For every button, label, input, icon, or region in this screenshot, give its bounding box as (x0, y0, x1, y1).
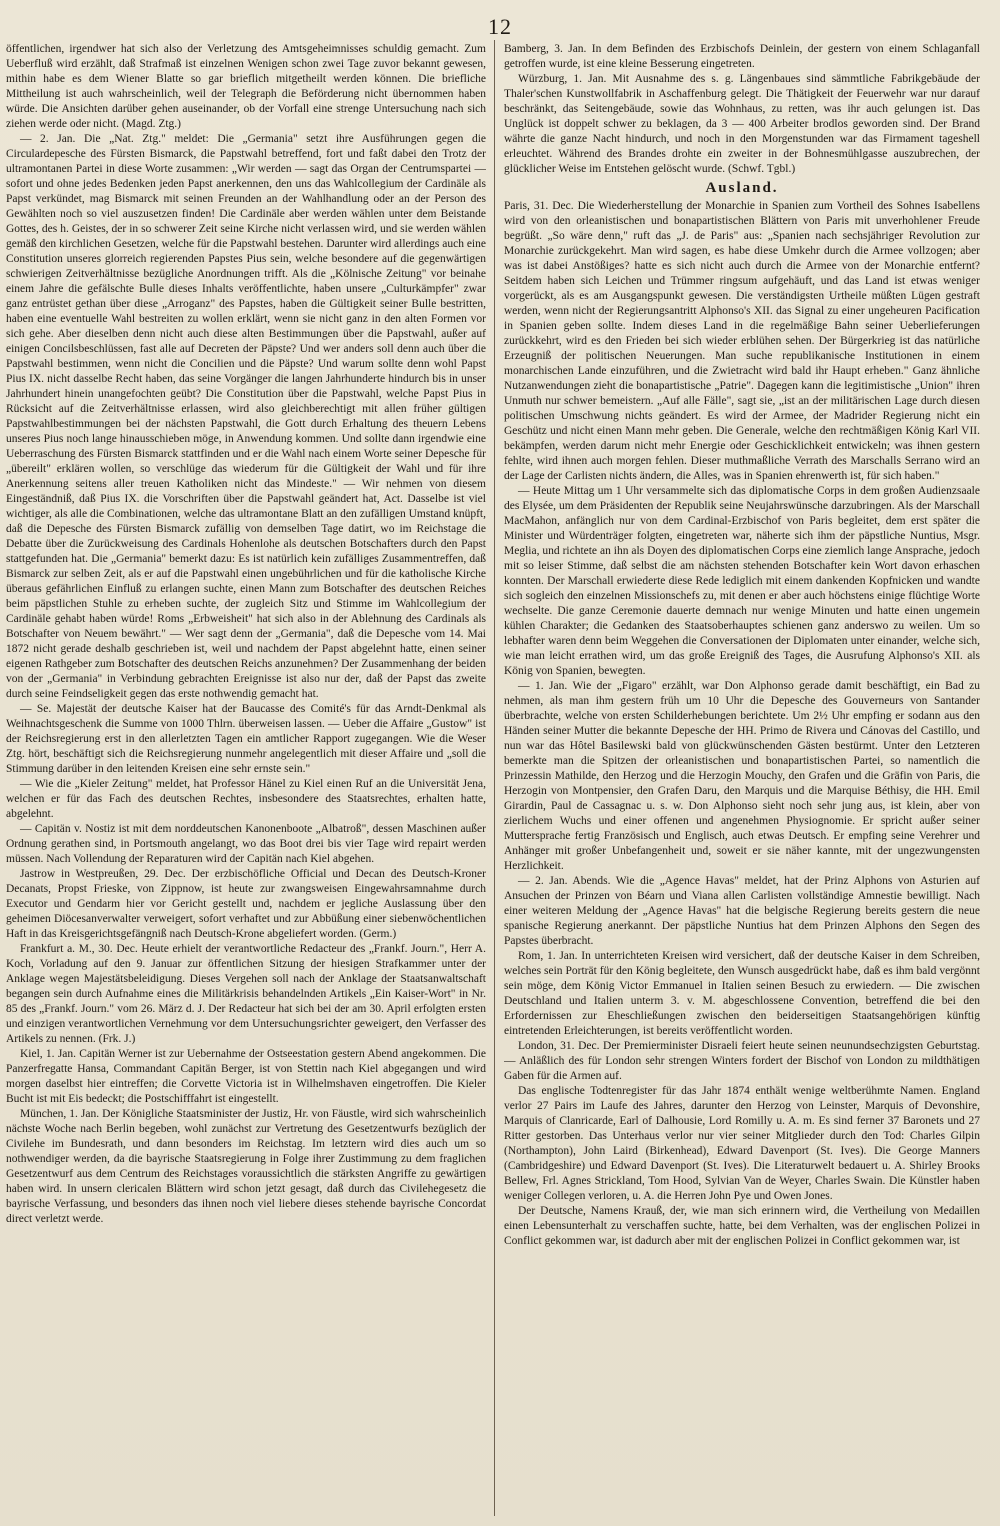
column-divider (494, 40, 495, 1516)
article-paragraph: Würzburg, 1. Jan. Mit Ausnahme des s. g. Längenbaues sind sämmtliche Fabrikgebäude der Thaler'schen Kunstwollfabrik in Aschaffenburg gelegt. Die Thätigkeit der Feuerwehr war nur darauf beschränkt, das Seitengebäude, sowie das Wohnhaus, zu retten, was ihr auch gelungen ist. Das Unglück ist doppelt schwer zu beklagen, da 3 — 400 Arbeiter brodlos geworden sind. Der Brand währte die ganze Nacht hindurch, und noch in den Morgenstunden war das Firmament tageshell erleuchtet. Während des Brandes drohte ein zweiter in der Bohnesmühlgasse auszubrechen, der glücklicher Weise im Entstehen gelöscht wurde. (Schwf. Tgbl.) (504, 73, 980, 175)
article-paragraph: — 2. Jan. Abends. Wie die „Agence Havas" meldet, hat der Prinz Alphons von Asturien auf Ansuchen der Prinzen von Béarn und Viana allen Carlisten vollständige Amnestie bewilligt. Nach einer weiteren Meldung der „Agence Havas" hat die belgische Regierung bereits gestern die neue spanische Regierung anerkannt. Der päpstliche Nuntius hat dem Prinzen Alphons den Segen des Papstes überbracht. (504, 875, 980, 947)
article-paragraph: Rom, 1. Jan. In unterrichteten Kreisen wird versichert, daß der deutsche Kaiser in dem Schreiben, welches sein Porträt für den König begleitete, den Wunsch ausgedrückt habe, daß es ihm bald vergönnt sein möge, dem König Victor Emmanuel in Italien seinen Besuch zu erwiedern. — Die zwischen Deutschland und Italien unterm 3. v. M. abgeschlossene Convention, betreffend die bei den Erfordernissen zur Eheschließungen zwischen den beiderseitigen Staatsangehörigen künftig eintretenden Erleichterungen, ist bereits veröffentlicht worden. (504, 950, 980, 1037)
left-column (6, 42, 486, 1512)
article-paragraph: — Wie die „Kieler Zeitung" meldet, hat Professor Hänel zu Kiel einen Ruf an die Universität Jena, welchen er für das Fach des deutschen Rechtes, insbesondere des Staatsrechtes, erhalten hatte, abgelehnt. (6, 778, 486, 820)
page-number: 12 (488, 14, 512, 39)
article-paragraph: — Se. Majestät der deutsche Kaiser hat der Baucasse des Comité's für das Arndt-Denkmal als Weihnachtsgeschenk die Summe von 1000 Thlrn. überweisen lassen. — Ueber die Affaire „Gustow" ist der Reichsregierung erst in den allerletzten Tagen ein amtlicher Rapport zugegangen. Wie die Weser Ztg. hört, beschäftigt sich die Reichsregierung nunmehr angelegentlich mit dieser Affaire und „soll die Stimmung darüber in den leitenden Kreisen eine sehr ernste sein." (6, 703, 486, 775)
article-paragraph: — 1. Jan. Wie der „Figaro" erzählt, war Don Alphonso gerade damit beschäftigt, ein Bad zu nehmen, als man ihm gestern früh um 10 Uhr die Depesche des Gouverneurs von Santander überbrachte, welche von ersten Schilderhebungen berichtete. Um 2½ Uhr empfing er sodann aus den Händen seiner Mutter die bekannte Depesche der HH. Primo de Rivera und Cánovas del Castillo, und nun war das Hôtel Basilewski bald von glückwünschenden Gästen bestürmt. Unter den Letzteren bemerkte man die Spitzen der orleanistischen und bonapartistischen Partei, so namentlich die Prinzessin Mathilde, den Herzog und die Herzogin Mouchy, den Grafen und die Gräfin von Paris, die Herzogin von Montpensier, den Grafen Daru, den Marquis und die Marquise Béthisy, die HH. Emil Girardin, Paul de Cassagnac u. s. w. Don Alphonso sieht noch sehr jung aus, ist klein, aber von zierlichem Wuchs und einer offenen und angenehmen Physiognomie. Er spricht außer seiner Muttersprache fertig Französisch und Englisch, auch etwas Deutsch. Er empfing seine Verehrer und Anhänger mit großer Unbefangenheit und, soweit er sie näher kannte, mit der ungezwungensten Herzlichkeit. (504, 680, 980, 872)
article-paragraph: Frankfurt a. M., 30. Dec. Heute erhielt der verantwortliche Redacteur des „Frankf. Journ.", Herr A. Koch, Vorladung auf den 9. Januar zur öffentlichen Sitzung der hiesigen Strafkammer unter der Anklage wegen Majestätsbeleidigung. Dieses Vergehen soll nach der Anklage der Staatsanwaltschaft begangen sein durch Aufnahme eines die Militärkrisis behandelnden Artikels „Ein Kaiser-Wort" in Nr. 85 des „Frankf. Journ." vom 26. März d. J. Der Redacteur hat sich bei der am 30. April erfolgten ersten und einzigen verantwortlichen Vernehmung vor dem Untersuchungsrichter geweigert, den Verfasser des Artikels zu nennen. (Frk. J.) (6, 943, 486, 1045)
inland-articles (504, 42, 980, 177)
article-paragraph: — Heute Mittag um 1 Uhr versammelte sich das diplomatische Corps in dem großen Audienzsaale des Elysée, um dem Präsidenten der Republik seine Neujahrswünsche darzubringen. Als der Marschall MacMahon, anfänglich nur von dem Cardinal-Erzbischof von Paris begleitet, dem erst später die Minister und Würdenträger folgten, eingetreten war, näherte sich ihm der päpstliche Nuntius, Msgr. Meglia, und richtete an ihn als Doyen des diplomatischen Corps eine ziemlich lange Ansprache, jedoch mit so leiser Stimme, daß selbst die am nächsten stehenden Botschafter kein Wort davon erhaschen konnten. Der Marschall erwiederte diese Rede lediglich mit einem dankenden Kopfnicken und wandte sich sogleich den einzelnen Missionschefs zu, mit denen er aber auch höchstens einige flüchtige Worte wechselte. Die ganze Ceremonie dauerte demnach nur wenige Minuten und hatte einen ungemein kühlen Charakter; die Gedanken des Staatsoberhauptes schienen ganz anderswo zu weilen. Um so lebhafter waren denn beim Weggehen die Conversationen der Diplomaten unter einander, welche sich, wie man leicht errathen wird, um das große Ereigniß des Tages, die Ausrufung Alphonso's XII. als König von Spanien, bewegten. (504, 485, 980, 677)
article-paragraph: Der Deutsche, Namens Krauß, der, wie man sich erinnern wird, die Vertheilung von Medaillen einen Lebensunterhalt zu verschaffen suchte, hatte, bei dem Verhalten, was der englischen Polizei in Conflict gekommen war, ist dadurch aber mit der englischen Polizei in Conflict gekommen war, ist (504, 1205, 980, 1247)
article-paragraph: — Capitän v. Nostiz ist mit dem norddeutschen Kanonenboote „Albatroß", dessen Maschinen außer Ordnung gerathen sind, in Portsmouth angelangt, wo das Boot drei bis vier Tage wird repairt werden müssen. Nach Vollendung der Reparaturen wird der Capitän nach Kiel abgehen. (6, 823, 486, 865)
article-paragraph: Bamberg, 3. Jan. In dem Befinden des Erzbischofs Deinlein, der gestern von einem Schlaganfall getroffen wurde, ist eine kleine Besserung eingetreten. (504, 43, 980, 70)
article-paragraph: öffentlichen, irgendwer hat sich also der Verletzung des Amtsgeheimnisses schuldig gemacht. Zum Ueberfluß wird erzählt, daß Strafmaß ist einzelnen Wenigen schon zwei Tage zuvor bekannt gewesen, mithin habe es dem Wiener Blatte so gar brieflich mitgetheilt werden können. Die briefliche Mittheilung ist auch wahrscheinlich, weil der Telegraph die Beförderung nicht übernommen haben würde. Die Ansichten darüber gehen auseinander, ob der Vorfall eine strenge Untersuchung nach sich ziehen werde oder nicht. (Magd. Ztg.) (6, 43, 486, 130)
article-paragraph: Jastrow in Westpreußen, 29. Dec. Der erzbischöfliche Official und Decan des Deutsch-Kroner Decanats, Propst Frieske, von Zippnow, ist heute zur zwangsweisen Eingewahrsamnahme durch Executor und Gendarm hier vor Gericht gestellt und, nachdem er jegliche Auslassung über den geheimen Diöcesanverwalter verweigert, sofort verhaftet und zur Abbüßung einer siebenwöchentlichen Haft in das Kreisgerichtsgefängniß nach Deutsch-Krone abgeliefert worden. (Germ.) (6, 868, 486, 940)
article-paragraph: Das englische Todtenregister für das Jahr 1874 enthält wenige weltberühmte Namen. England verlor 27 Pairs im Laufe des Jahres, darunter den Herzog von Leinster, Marquis of Devonshire, Marquis of Clanricarde, Earl of Dalhousie, Lord Romilly u. A. m. Es sind ferner 37 Baronets und 27 Ritter gestorben. Das Unterhaus verlor nur vier seiner Mitglieder durch den Tod: Charles Gilpin (Northampton), John Laird (Birkenhead), Edward Davenport (St. Ives). Die George Manners (Cambridgeshire) und Edward Davenport (St. Ives). Die Literaturwelt bedauert u. A. Shirley Brooks Bellew, Frl. Agnes Strickland, Tom Hood, Sylvian Van de Weyer, Charles Swain. Die Künstler haben weniger Collegen verloren, u. A. die Herren John Pye und Owen Jones. (504, 1085, 980, 1202)
article-paragraph: London, 31. Dec. Der Premierminister Disraeli feiert heute seinen neunundsechzigsten Geburtstag. — Anläßlich des für London sehr strengen Winters fordert der Bischof von London zu mildthätigen Gaben für die Armen auf. (504, 1040, 980, 1082)
article-paragraph: — 2. Jan. Die „Nat. Ztg." meldet: Die „Germania" setzt ihre Ausführungen gegen die Circulardepesche des Fürsten Bismarck, die Papstwahl betreffend, fort und faßt dabei den Trotz der ultramontanen Partei in diese Worte zusammen: „Wir werden — sagt das Organ der Centrumspartei — sofort und ohne jedes Bedenken jeden Papst anerkennen, den uns das Wahlcollegium der Cardinäle als Papst verkündet, mag Bismarck mit seinen Freunden an der Wahlhandlung oder an der Person des Gewählten noch so viel auszusetzen finden! Die Cardinäle aber werden wählen unter dem Beistande Gottes, des h. Geistes, der in so schwerer Zeit seine Kirche nicht verlassen wird, und sie werden wählen gemäß den kirchlichen Gesetzen, welche für die Papstwahl bestehen. Darunter wird allerdings auch eine Constitution unseres glorreich regierenden Papstes Pius sein, welche besondere auf die gegenwärtigen schwierigen Zeitverhältnisse bezügliche Anordnungen trifft. Als die „Kölnische Zeitung" vor beinahe einem Jahre die gefälschte Bulle dieses Inhalts veröffentlichte, haben unsere „Culturkämpfer" zwar ganz entrüstet gethan über diese „Arroganz" des Papstes, haben die Gültigkeit seiner Bulle bestritten, haben eine eventuelle Wahl bestreiten zu wollen erklärt, wenn sie nicht ganz in den alten Formen vor sich gehe. Aber dieselben denn nicht auch diese alten Bestimmungen über die Papstwahl, außer auf einigen Concilsbeschlüssen, fast alle auf Decreten der Päpste? Und wer anders soll denn auch über die Papstwahl bestimmen, wenn nicht die Concilien und die Päpste? Und warum sollte denn wohl Papst Pius IX. nicht dasselbe Recht haben, das seine Vorgänger die langen Jahrhunderte hindurch bis in unser Jahrhundert hinein unangefochten geübt? Die Constitution über die Papstwahl, welche Papst Pius in Rücksicht auf die Zeitverhältnisse erlassen, wird also gleichberechtigt mit allen früher gültigen Papstwahlbestimmungen bei der nächsten Papstwahl, die Gott durch Erhaltung des theuern Lebens unseres Pius noch lange hinausschieben möge, in Anwendung kommen. Und sollte dann irgendwie eine Ueberraschung des Fürsten Bismarck stattfinden und er die Wahl nach einem Worte seiner Depesche für „übereilt" erklären wollen, so verschlüge das wiederum für die Gültigkeit der Wahl und für ihre Anerkennung seitens aller treuen Katholiken nicht das Mindeste." — Wir nehmen von diesem Eingeständniß, daß Pius IX. die Vorschriften über die Papstwahl geändert hat, Act. Dasselbe ist viel wichtiger, als alle die Combinationen, welche das ultramontane Blatt an den zufälligen Umstand knüpft, daß die Depesche des Fürsten Bismarck zufällig von demselben Tage datirt, wo im Reichstage die Debatte über die Zurückweisung des Cardinals Hohenlohe als deutschen Botschafters durch den Papst stattgefunden hat. Die „Germania" bemerkt dazu: Es ist natürlich kein zufälliges Zusammentreffen, daß Bismarck zur selben Zeit, als er auf die Papstwahl einen ungebührlichen und für die katholische Kirche überaus gefährlichen Einfluß zu erlangen suchte, einen Mann zum Botschafter des deutschen Reiches beim päpstlichen Stuhle zu erheben suchte, der zugleich Sitz und Stimme im Wahlcollegium der Cardinäle gehabt haben würde! Roms „Erbweisheit" hat sich also in der Ablehnung des Cardinals als Botschafter von Neuem bewährt." — Wer sagt denn der „Germania", daß die Depesche vom 14. Mai 1872 nicht gerade deshalb geschrieben ist, weil und nachdem der Papst abgelehnt hatte, einen seiner eigenen Rathgeber zum Botschafter des deutschen Reichs anzunehmen? Der Zusammenhang der beiden von der „Germania" in Verbindung gebrachten Ereignisse ist also nur der, daß der Papst das zweite durch seine Feindseligkeit gegen das erste nothwendig gemacht hat. (6, 133, 486, 700)
right-column (504, 42, 980, 1512)
section-heading-ausland: Ausland. (705, 180, 779, 196)
ausland-articles (504, 199, 980, 1249)
article-paragraph: Paris, 31. Dec. Die Wiederherstellung der Monarchie in Spanien zum Vortheil des Sohnes Isabellens wird von den orleanistischen und bonapartistischen Blättern von Paris mit unverhohlener Freude begrüßt. „So wäre denn," ruft das „J. de Paris" aus: „Spanien nach sechsjähriger Revolution zur Monarchie zurückgekehrt. Man wird sagen, es habe diese Umkehr durch die Armee vollzogen; aber was ist dabei Anstößiges? hatte es sich nicht auch durch die Armee von der Monarchie entfernt? Seitdem haben sich Leichen und Trümmer ringsum aufgehäuft, und das Land ist etwas weniger vorgerückt, als es am Ausgangspunkt gewesen. Die verständigsten Urtheile müßten Lügen gestraft werden, wenn nicht der Regierungsantritt Alphonso's XII. das Signal zu einer ungeheuren Pacification in Spanien geben sollte. Indem dieses Land in die regelmäßige Bahn seiner Ueberlieferungen zurückkehrt, wird es den Frieden bei sich wieder erblühen sehen. Der Bürgerkrieg ist das natürliche Erzeugniß der politischen Neuerungen. Man suche republikanische Institutionen in einem monarchischen Lande einzuführen, und die Zwietracht wird bald ihr Haupt erheben." Ganz ähnliche Nutzanwendungen zieht die bonapartistische „Patrie". Dagegen kann die legitimistische „Union" ihren Unmuth nur schwer bemeistern. „Auf alle Fälle", sagt sie, „ist an der militärischen Lage durch diesen politischen Umschwung nichts geändert. Es wird der Armee, der Madrider Regierung nicht ein Geschütz und nicht einen Mann mehr geben. Die Generale, welche den rechtmäßigen König Karl VII. bekämpfen, werden darum nicht mehr Energie oder Geschicklichkeit entwickeln; was ihnen gestern fehlte, wird ihnen auch morgen fehlen. Dieser muthmaßliche Verrath des Marschalls Serrano wird an der Lage der Carlisten nichts ändern, die Alles, was in Spanien ehrenwerth ist, für sich haben." (504, 200, 980, 482)
article-paragraph: München, 1. Jan. Der Königliche Staatsminister der Justiz, Hr. von Fäustle, wird sich wahrscheinlich nächste Woche nach Berlin begeben, wohl zunächst zur Vertretung des Gesetzentwurfs bezüglich der Civilehe im Bundesrath, und dann besonders im Reichstag. Im letztern wird dies auch um so nothwendiger werden, da die bayrische Staatsregierung in Folge ihrer Zustimmung zu dem fraglichen Gesetzentwurf aus dem Centrum des Reichstages voraussichtlich die stärksten Angriffe zu gewärtigen haben wird. In unsern clericalen Blättern wird schon jetzt gesagt, daß durch das Civilehegesetz die bayrische Verfassung, und besonders das ihnen noch viel liebere dieses stehende bayrische Concordat direct verletzt werde. (6, 1108, 486, 1225)
article-paragraph: Kiel, 1. Jan. Capitän Werner ist zur Uebernahme der Ostseestation gestern Abend angekommen. Die Panzerfregatte Hansa, Commandant Capitän Berger, ist von Stettin nach Kiel abgegangen und wird morgen daselbst hier eintreffen; die Corvette Victoria ist in Wilhelmshaven eingetroffen. Die Kieler Bucht ist mit Eis bedeckt; die Postschifffahrt ist eingestellt. (6, 1048, 486, 1105)
